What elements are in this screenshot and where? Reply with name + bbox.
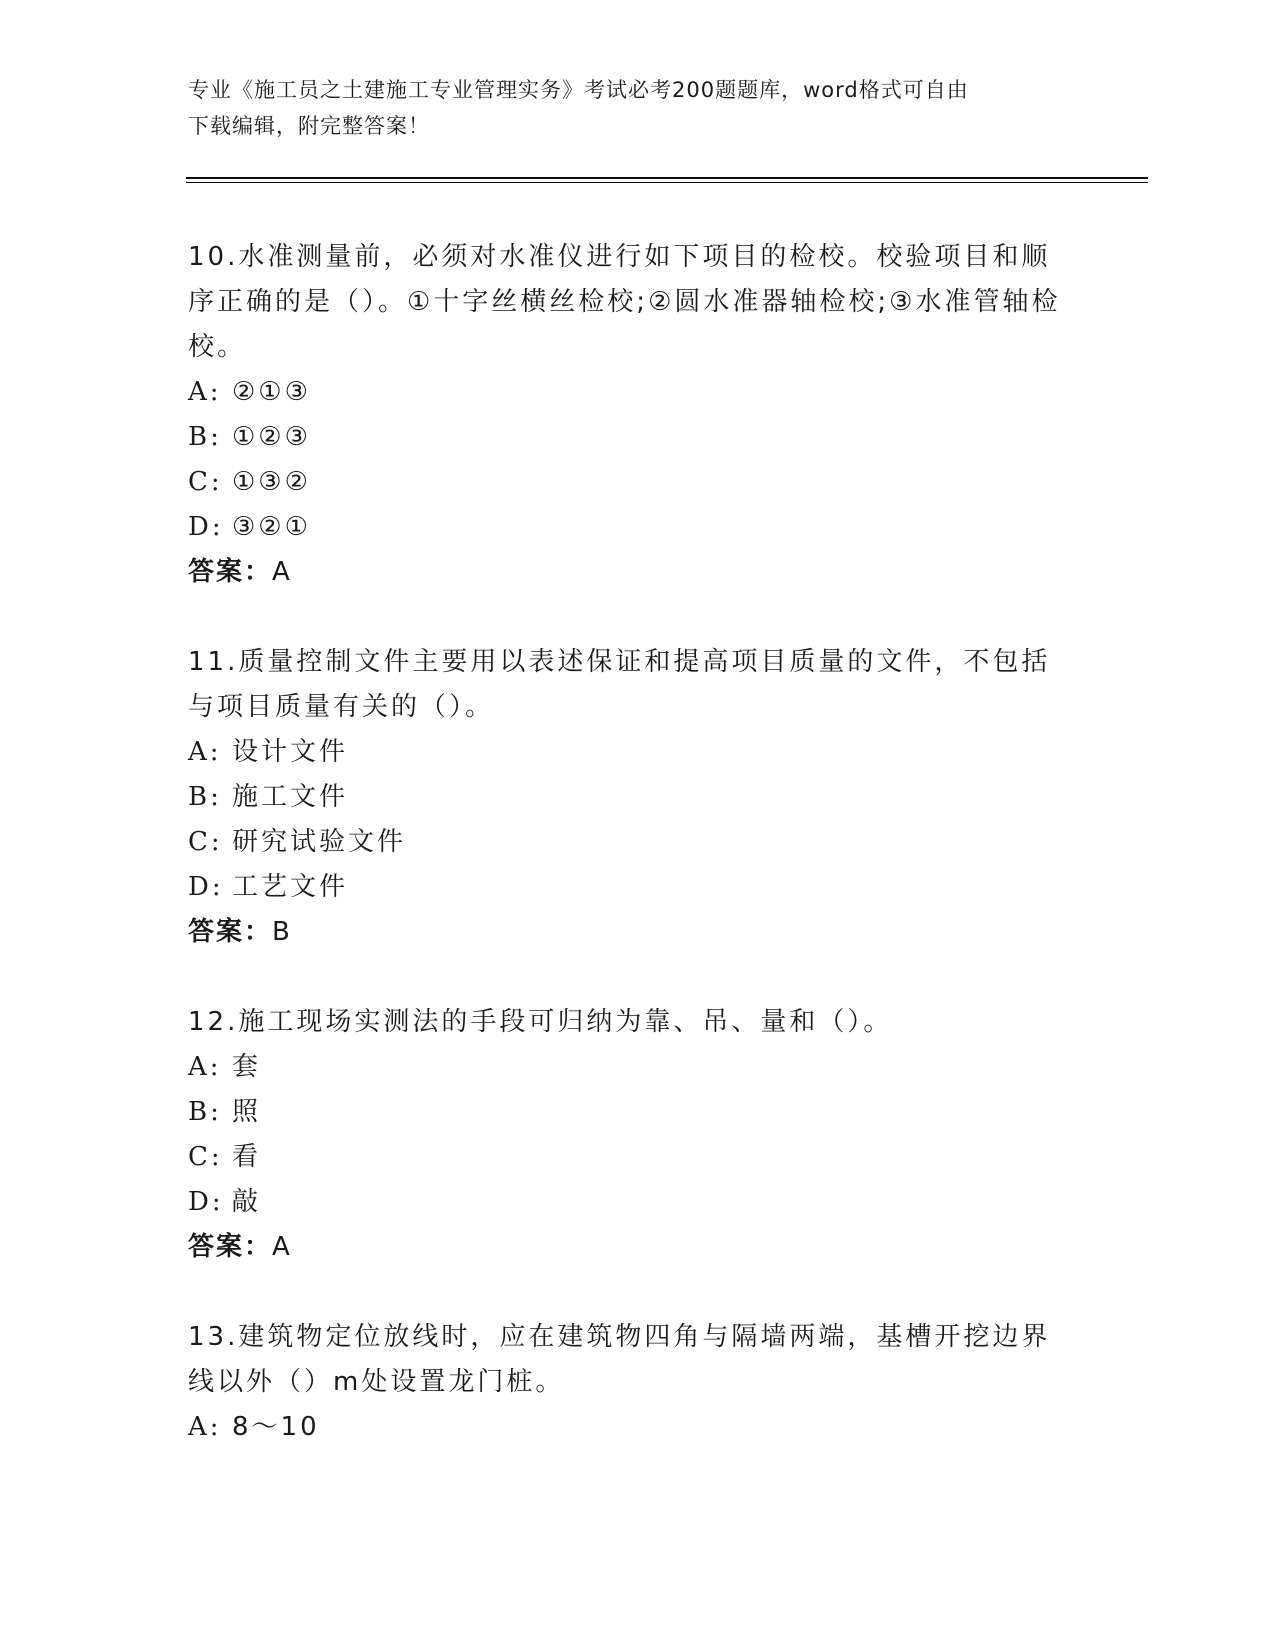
option-key: D:	[188, 872, 224, 902]
option-text: 设计文件	[232, 737, 349, 767]
header-divider-thick	[186, 177, 1148, 179]
question-block	[188, 1000, 1078, 1270]
option-key: A:	[188, 1052, 222, 1082]
option-text: 工艺文件	[232, 872, 349, 902]
option-text: 套	[232, 1052, 262, 1082]
answer-option	[188, 415, 1078, 460]
option-text: 研究试验文件	[232, 827, 407, 857]
option-text: ①③②	[232, 467, 311, 497]
question-stem: 11.质量控制文件主要用以表述保证和提高项目质量的文件，不包括与项目质量有关的（）。	[188, 647, 1051, 722]
answer-option	[188, 1405, 1078, 1450]
question-stem: 10.水准测量前，必须对水准仪进行如下项目的检校。校验项目和顺序正确的是（）。①十字丝横丝检校;②圆水准器轴检校;③水准管轴检校。	[188, 242, 1061, 362]
answer-label: 答案：	[188, 917, 273, 947]
answer-label: 答案：	[188, 557, 273, 587]
option-text: ③②①	[232, 512, 311, 542]
option-key: B:	[188, 1097, 222, 1127]
answer-option	[188, 1045, 1078, 1090]
option-key: A:	[188, 737, 222, 767]
answer-value: B	[272, 917, 292, 947]
answer-option	[188, 1135, 1078, 1180]
answer-option	[188, 370, 1078, 415]
answer-option	[188, 1090, 1078, 1135]
question-stem: 12.施工现场实测法的手段可归纳为靠、吊、量和（）。	[188, 1007, 893, 1037]
option-text: 看	[232, 1142, 262, 1172]
option-key: C:	[188, 467, 223, 497]
option-text: 敲	[232, 1187, 262, 1217]
answer-option	[188, 820, 1078, 865]
option-key: D:	[188, 512, 224, 542]
option-key: C:	[188, 827, 223, 857]
option-key: A:	[188, 1412, 222, 1442]
option-key: B:	[188, 422, 222, 452]
answer-option	[188, 775, 1078, 820]
option-text: 施工文件	[232, 782, 349, 812]
question-block	[188, 640, 1078, 955]
header-line-1: 专业《施工员之土建施工专业管理实务》考试必考200题题库，word格式可自由	[188, 78, 969, 102]
option-key: D:	[188, 1187, 224, 1217]
question-list	[188, 235, 1078, 1495]
answer-option	[188, 865, 1078, 910]
answer-option	[188, 730, 1078, 775]
answer-option	[188, 1180, 1078, 1225]
question-block	[188, 235, 1078, 595]
answer-label: 答案：	[188, 1232, 273, 1262]
header-divider-thin	[186, 182, 1148, 183]
answer-line	[188, 1225, 1078, 1270]
option-text: 照	[232, 1097, 262, 1127]
answer-option	[188, 460, 1078, 505]
document-header	[188, 72, 1068, 144]
option-key: C:	[188, 1142, 223, 1172]
answer-line	[188, 550, 1078, 595]
answer-option	[188, 505, 1078, 550]
question-stem: 13.建筑物定位放线时，应在建筑物四角与隔墙两端，基槽开挖边界线以外（）m处设置龙门桩。	[188, 1322, 1051, 1397]
answer-value: A	[272, 557, 292, 587]
option-key: A:	[188, 377, 222, 407]
answer-line	[188, 910, 1078, 955]
answer-value: A	[272, 1232, 292, 1262]
option-text: ①②③	[232, 422, 311, 452]
header-line-2: 下载编辑，附完整答案！	[188, 114, 430, 138]
option-text: ②①③	[232, 377, 311, 407]
question-block	[188, 1315, 1078, 1450]
option-key: B:	[188, 782, 222, 812]
option-text: 8～10	[232, 1412, 320, 1442]
